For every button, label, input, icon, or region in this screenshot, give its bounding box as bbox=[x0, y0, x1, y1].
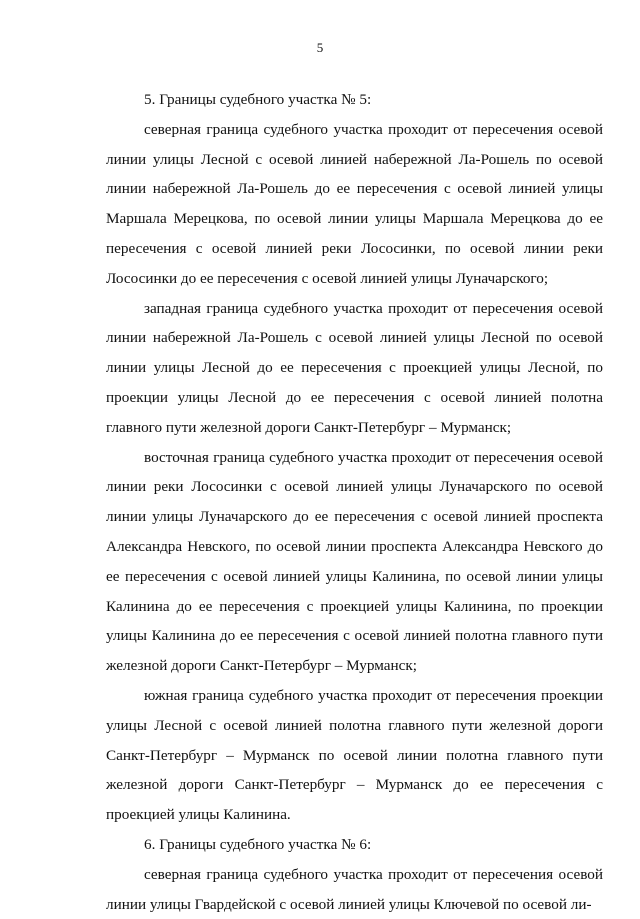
paragraph-north-boundary-6: северная граница судебного участка проходит от пересечения осевой линии улицы Гвардейской с осевой линией улицы Ключевой по осевой ли- bbox=[106, 865, 603, 913]
paragraph-west-boundary: западная граница судебного участка проходит от пересечения осевой линии набережной Ла-Рошель с осевой линией улицы Лесной по осевой линии улицы Лесной до ее пересечения с проекцией улицы Лесной, по проекции улицы Лесной до ее пересечения с осевой линией полотна главного пути железной дороги Санкт-Петербург – Мурманск; bbox=[106, 299, 603, 436]
paragraph-south-boundary: южная граница судебного участка проходит от пересечения проекции улицы Лесной с осевой линией полотна главного пути железной дороги Санкт-Петербург – Мурманск по осевой линии полотна главного пути железной дороги Санкт-Петербург – Мурманск до ее пересечения с проекцией улицы Калинина. bbox=[106, 686, 603, 824]
paragraph-east-boundary: восточная граница судебного участка проходит от пересечения осевой линии реки Лососинки с осевой линией улицы Луначарского по осевой линии улицы Луначарского до ее пересечения с осевой линией проспекта Александра Невского, по осевой линии проспекта Александра Невского до ее пересечения с осевой линией улицы Калинина, по осевой линии улицы Калинина до ее пересечения с проекцией улицы Калинина, по проекции улицы Калинина до ее пересечения с осевой линией полотна главного пути железной дороги Санкт-Петербург – Мурманск; bbox=[106, 448, 603, 675]
section-heading-5: 5. Границы судебного участка № 5: bbox=[144, 91, 372, 108]
document-body bbox=[106, 85, 603, 919]
section-heading-6: 6. Границы судебного участка № 6: bbox=[144, 835, 372, 853]
paragraph-north-boundary: северная граница судебного участка проходит от пересечения осевой линии улицы Лесной с осевой линией набережной Ла-Рошель по осевой линии набережной Ла-Рошель до ее пересечения с осевой линией улицы Маршала Мерецкова, по осевой линии улицы Маршала Мерецкова до ее пересечения с осевой линией реки Лососинки, по осевой линии реки Лососинки до ее пересечения с осевой линией улицы Луначарского; bbox=[106, 120, 603, 287]
page-number: 5 bbox=[316, 40, 324, 55]
